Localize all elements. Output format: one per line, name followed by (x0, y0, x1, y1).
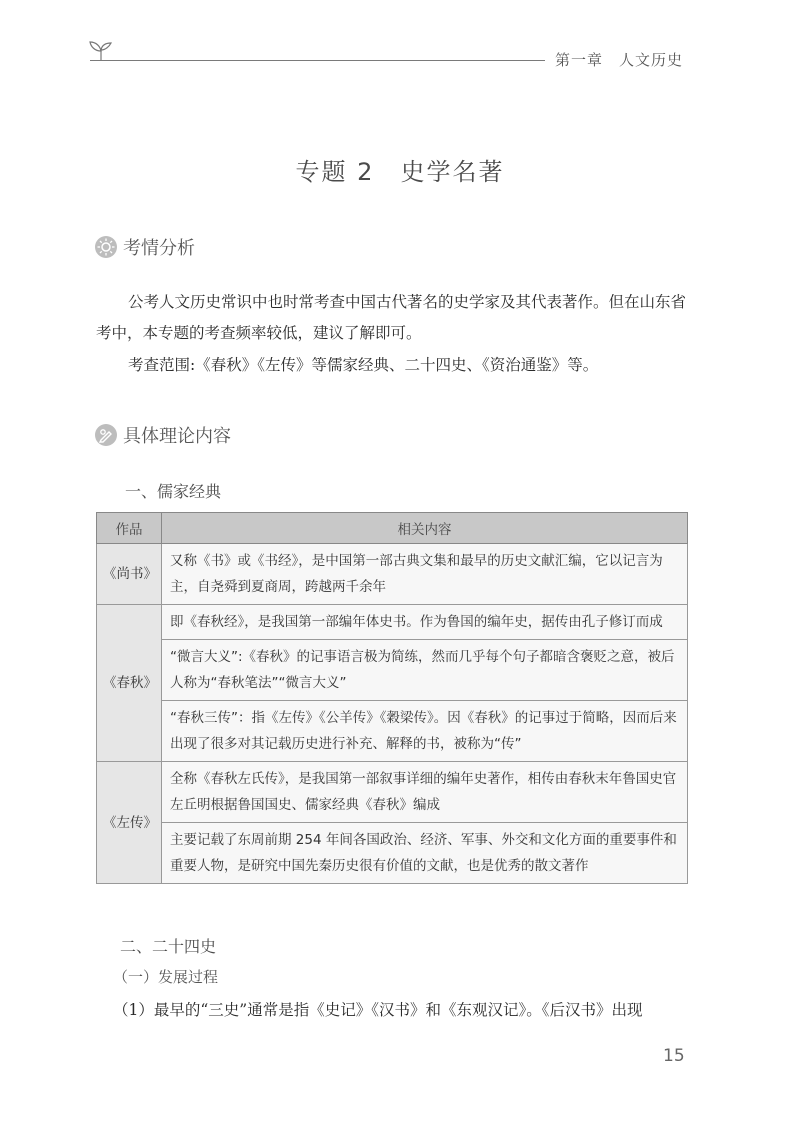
sub-heading: 一、儒家经典 (125, 482, 222, 501)
section-heading-label: 具体理论内容 (123, 426, 231, 447)
table-row (97, 640, 688, 701)
paragraph: 考查范围:《春秋》《左传》等儒家经典、二十四史、《资治通鉴》等。 (128, 356, 599, 374)
sprout-icon (86, 38, 116, 62)
table-row (97, 762, 688, 823)
content-cell: “微言大义”:《春秋》的记事语言极为简练，然而几乎每个句子都暗含褒贬之意，被后人称为“春秋笔法”“微言大义” (162, 640, 688, 701)
content-cell: 即《春秋经》，是我国第一部编年体史书。作为鲁国的编年史，据传由孔子修订而成 (162, 605, 688, 640)
table-row (97, 823, 688, 884)
table-header-row (97, 513, 688, 544)
work-cell: 《尚书》 (97, 544, 162, 605)
sub-heading: 二、二十四史 (120, 937, 217, 956)
page-number: 15 (663, 1046, 685, 1066)
content-cell: 又称《书》或《书经》，是中国第一部古典文集和最早的历史文献汇编，它以记言为主，自尧舜到夏商周，跨越两千余年 (162, 544, 688, 605)
classics-table (96, 512, 688, 884)
content-cell: 全称《春秋左氏传》，是我国第一部叙事详细的编年史著作，相传由春秋末年鲁国史官左丘明根据鲁国国史、儒家经典《春秋》编成 (162, 762, 688, 823)
pencil-icon (95, 424, 117, 446)
section-heading-analysis (95, 234, 195, 260)
work-cell: 《左传》 (97, 762, 162, 884)
sun-icon (95, 236, 117, 258)
table-header-cell: 作品 (97, 513, 162, 544)
content-cell: “春秋三传”：指《左传》《公羊传》《穀梁传》。因《春秋》的记事过于简略，因而后来出现了很多对其记载历史进行补充、解释的书，被称为“传” (162, 701, 688, 762)
section-heading-label: 考情分析 (123, 238, 195, 259)
table-header-cell: 相关内容 (162, 513, 688, 544)
header-rule (90, 60, 545, 61)
page-title: 专题 2 史学名著 (295, 158, 505, 186)
work-cell: 《春秋》 (97, 605, 162, 762)
content-cell: 主要记载了东周前期 254 年间各国政治、经济、军事、外交和文化方面的重要事件和重要人物，是研究中国先秦历史很有价值的文献，也是优秀的散文著作 (162, 823, 688, 884)
table-row (97, 544, 688, 605)
table-row (97, 701, 688, 762)
paragraph: 公考人文历史常识中也时常考查中国古代著名的史学家及其代表著作。但在山东省考中，本专题的考查频率较低，建议了解即可。 (96, 293, 687, 342)
paragraph: （1）最早的“三史”通常是指《史记》《汉书》和《东观汉记》。《后汉书》出现 (113, 1001, 643, 1019)
chapter-label: 第一章 人文历史 (555, 51, 684, 69)
section-heading-content (95, 422, 231, 448)
table-row (97, 605, 688, 640)
sub-sub-heading: （一）发展过程 (113, 968, 219, 986)
